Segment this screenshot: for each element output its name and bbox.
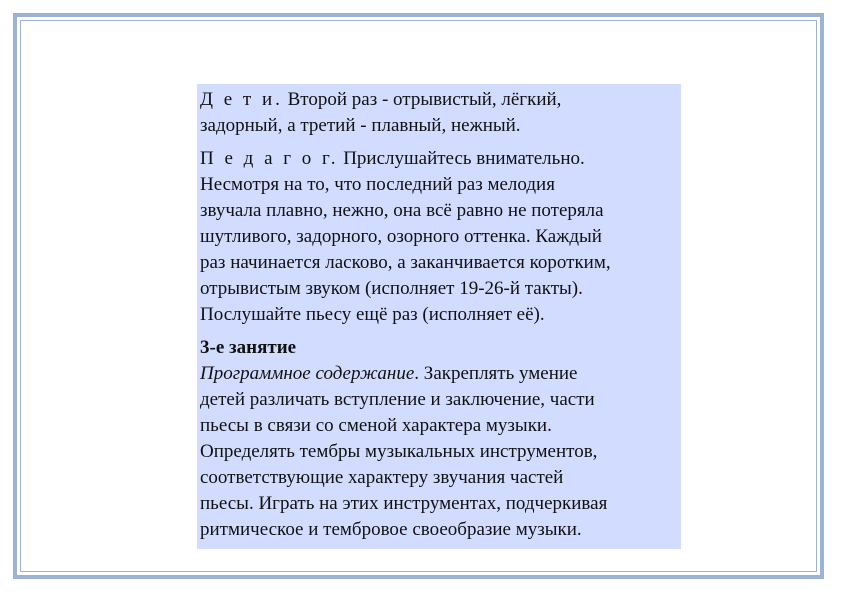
program-label: Программное содержание	[200, 363, 415, 384]
lesson-line: детей различать вступление и заключение, части	[200, 389, 595, 410]
teacher-line: раз начинается ласково, а заканчивается коротким,	[200, 252, 611, 273]
teacher-speaker: П е д а г о г.	[200, 148, 339, 169]
program-rest: . Закреплять умение	[414, 363, 578, 384]
lesson-line: пьесы. Играть на этих инструментах, подчеркивая	[200, 493, 608, 514]
teacher-line: Послушайте пьесу ещё раз (исполняет её).	[200, 304, 545, 325]
teacher-line: Несмотря на то, что последний раз мелодия	[200, 174, 555, 195]
lesson-line: Определять тембры музыкальных инструментов,	[200, 441, 598, 462]
children-line-1-text: Второй раз - отрывистый, лёгкий,	[282, 89, 562, 110]
lesson-line: ритмическое и тембровое своеобразие музыки.	[200, 519, 582, 540]
text-block	[197, 84, 681, 549]
lesson-line-1	[200, 361, 681, 387]
teacher-paragraph	[200, 146, 681, 328]
children-line-2: задорный, а третий - плавный, нежный.	[200, 115, 521, 136]
children-speaker: Д е т и.	[200, 89, 283, 110]
children-line-1	[200, 87, 681, 113]
teacher-line-1-text: Прислушайтесь внимательно.	[338, 148, 585, 169]
teacher-line: звучала плавно, нежно, она всё равно не потеряла	[200, 200, 604, 221]
lesson-line: пьесы в связи со сменой характера музыки.	[200, 415, 552, 436]
teacher-line: отрывистым звуком (исполняет 19-26-й такты).	[200, 278, 583, 299]
lesson-paragraph	[200, 361, 681, 543]
teacher-line-1	[200, 146, 681, 172]
lesson-heading: 3-е занятие	[200, 337, 297, 358]
lesson-line: соответствующие характеру звучания частей	[200, 467, 564, 488]
teacher-line: шутливого, задорного, озорного оттенка. Каждый	[200, 226, 602, 247]
children-paragraph	[200, 87, 681, 139]
